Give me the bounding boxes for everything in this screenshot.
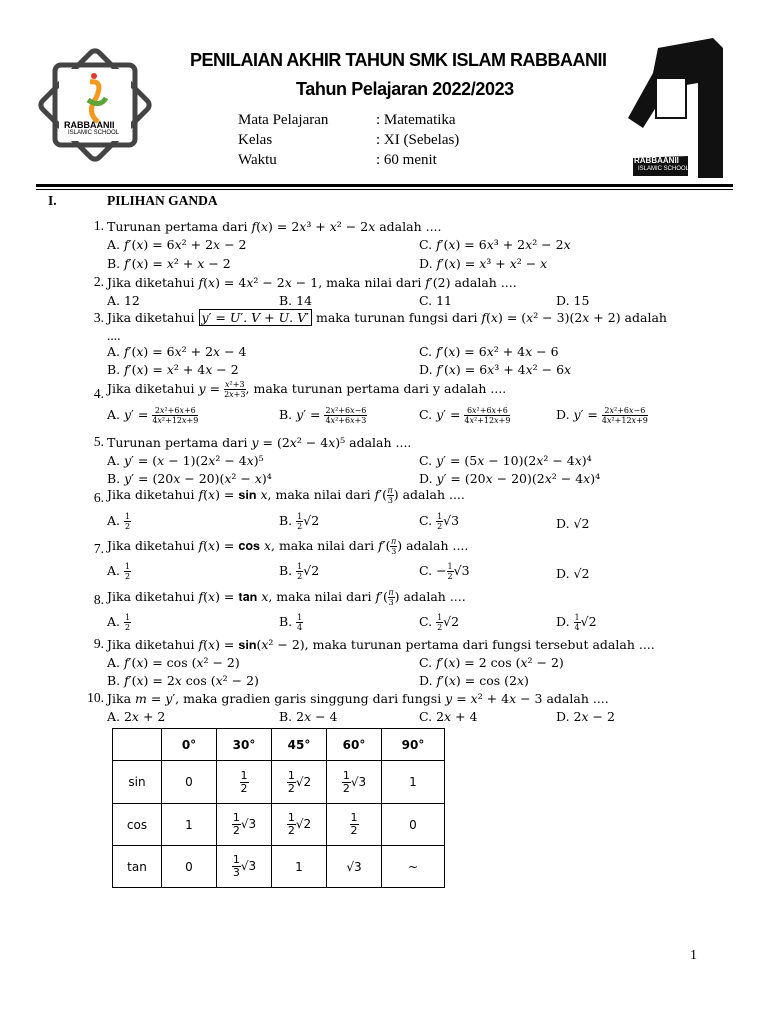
root-value: √2: [295, 817, 312, 831]
fraction-numerator: 𝜋: [388, 588, 394, 597]
logo-left-text: RABBAANII: [64, 120, 115, 130]
table-cell: 1: [162, 804, 217, 846]
fraction-numerator: 1: [574, 613, 580, 622]
option-a: A. 12: [107, 293, 140, 308]
question-text-pre: Jika diketahui 𝑦 =: [107, 381, 221, 396]
fraction-pi-over-3: [387, 486, 394, 505]
fraction-numerator: 𝜋: [391, 537, 397, 546]
table-row: [113, 804, 445, 846]
option-label: D.: [556, 614, 570, 629]
fraction-denominator: 2𝑥+3: [224, 390, 246, 399]
fraction-denominator: 2: [287, 781, 295, 795]
fraction-numerator: 6𝑥²+6𝑥+6: [464, 406, 510, 416]
fraction-denominator: 2: [232, 824, 240, 837]
option-a: [107, 406, 198, 425]
fraction-third: [232, 854, 241, 879]
option-d: D. 2𝑥 − 2: [556, 709, 615, 724]
option-d: D. 𝑓′(𝑥) = cos (2𝑥): [419, 673, 529, 688]
option-a: [107, 613, 131, 632]
fraction-numerator: 1: [125, 562, 131, 571]
info-label-class: Kelas: [238, 132, 273, 148]
table-cell: 1: [272, 846, 327, 888]
question-number: 8.: [93, 592, 104, 607]
option-d: D. √2: [556, 566, 590, 581]
fraction-numerator: 1: [232, 853, 240, 866]
option-d: D. √2: [556, 516, 590, 531]
root-value: √2: [295, 774, 312, 789]
fraction-denominator: 2: [350, 824, 358, 837]
root-value: √3: [350, 774, 367, 789]
question-continuation: ....: [107, 328, 121, 343]
option-a: A. 𝑦′ = (𝑥 − 1)(2𝑥² − 4𝑥)⁵: [107, 453, 264, 468]
option-label: C.: [419, 614, 433, 629]
question-text: Jika 𝑚 = 𝑦′, maka gradien garis singgung dari fungsi 𝑦 = 𝑥² + 4𝑥 − 3 adalah ....: [107, 691, 609, 706]
option-c: [419, 512, 459, 531]
option-a: A. 𝑓′(𝑥) = 6𝑥² + 2𝑥 − 2: [107, 237, 247, 252]
option-label: D. 𝑦′ =: [556, 407, 598, 422]
question-number: 5.: [93, 434, 104, 449]
option-d: D. 𝑓′(𝑥) = 6𝑥³ + 4𝑥² − 6𝑥: [419, 362, 572, 377]
option-c: C. 𝑓′(𝑥) = 2 cos (𝑥² − 2): [419, 655, 564, 670]
root-value: √2: [443, 614, 460, 629]
option-b: B. 14: [279, 293, 313, 308]
fraction-numerator: 1: [125, 512, 131, 521]
fraction: [152, 406, 198, 425]
option-b: B. 𝑓′(𝑥) = 𝑥² + 4𝑥 − 2: [107, 362, 239, 377]
question-text: [107, 380, 506, 399]
option-label: B.: [279, 563, 293, 578]
option-a: A. 𝑓′(𝑥) = cos (𝑥² − 2): [107, 655, 240, 670]
table-cell: √3: [327, 846, 382, 888]
fraction-denominator: 4𝑥²+12𝑥+9: [601, 416, 648, 425]
question-text: Jika diketahui 𝑓(𝑥) = 4𝑥² − 2𝑥 − 1, maka nilai dari 𝑓′(2) adalah ....: [107, 275, 517, 290]
question-text-post: ) adalah ....: [397, 538, 469, 553]
fraction: [464, 406, 510, 425]
option-b: [279, 512, 319, 531]
fraction-quarter: [574, 613, 581, 632]
option-d: [556, 406, 648, 425]
fraction-denominator: 4: [574, 623, 580, 632]
question-number: 10.: [87, 690, 104, 705]
fraction-numerator: 𝑥²+3: [225, 380, 245, 389]
fraction-numerator: 1: [342, 768, 350, 782]
fraction-denominator: 2: [437, 623, 443, 632]
option-b: B. 𝑓′(𝑥) = 2𝑥 cos (𝑥² − 2): [107, 673, 259, 688]
question-text-post: , maka turunan pertama dari y adalah ....: [245, 381, 507, 396]
fraction-denominator: 2: [125, 522, 131, 531]
option-c: [419, 613, 459, 632]
logo-right-subtext: ISLAMIC SCHOOL: [638, 166, 690, 172]
option-d: D. 𝑦′ = (20𝑥 − 20)(2𝑥² − 4𝑥)⁴: [419, 471, 601, 486]
fraction: [224, 380, 246, 399]
option-b: [279, 406, 367, 425]
option-label: A.: [107, 563, 121, 578]
exam-title: PENILAIAN AKHIR TAHUN SMK ISLAM RABBAANII: [190, 50, 607, 70]
option-b: B. 𝑓′(𝑥) = 𝑥² + 𝑥 − 2: [107, 256, 231, 271]
fraction-numerator: 1: [297, 512, 303, 521]
question-text-pre: Jika diketahui 𝑓(𝑥) = 𝐜𝐨𝐬 𝑥, maka nilai dari 𝑓′(: [107, 538, 391, 553]
option-label: B.: [279, 614, 293, 629]
fraction-denominator: 2: [297, 572, 303, 581]
option-c: C. 𝑦′ = (5𝑥 − 10)(2𝑥² − 4𝑥)⁴: [419, 453, 592, 468]
fraction-numerator: 1: [240, 768, 248, 782]
table-header-row: [113, 729, 445, 761]
fraction-denominator: 2: [287, 824, 295, 837]
fraction-half: [124, 613, 131, 632]
root-value: √3: [443, 513, 460, 528]
option-label: C. −: [419, 563, 447, 578]
table-cell: [217, 761, 272, 804]
fraction-denominator: 4𝑥²+6𝑥+3: [325, 416, 367, 425]
school-logo-right: [628, 38, 738, 178]
info-label-subject: Mata Pelajaran: [238, 112, 329, 128]
fraction-denominator: 2: [240, 781, 248, 795]
info-value-class: : XI (Sebelas): [376, 132, 460, 148]
table-cell: 0: [382, 804, 445, 846]
question-text-pre: Jika diketahui: [107, 310, 195, 325]
table-row: [113, 761, 445, 804]
option-a: A. 2𝑥 + 2: [107, 709, 166, 724]
question-text-post: ) adalah ....: [394, 589, 466, 604]
option-c: C. 𝑓′(𝑥) = 6𝑥² + 4𝑥 − 6: [419, 344, 559, 359]
fraction-quarter: [296, 613, 303, 632]
table-row: [113, 846, 445, 888]
fraction-half: [240, 770, 249, 795]
fraction-half: [232, 812, 241, 837]
table-header: 45°: [272, 729, 327, 761]
option-b: B. 2𝑥 − 4: [279, 709, 338, 724]
school-logo-left: [30, 40, 160, 170]
fraction: [602, 406, 648, 425]
fraction-denominator: 2: [437, 522, 443, 531]
fraction-denominator: 4𝑥²+12𝑥+9: [152, 416, 199, 425]
fraction-numerator: 1: [437, 512, 443, 521]
question-number: 4.: [93, 386, 104, 401]
product-rule-box: 𝑦′ = 𝑈′. 𝑉 + 𝑈. 𝑉′: [199, 309, 312, 326]
option-label: B. 𝑦′ =: [279, 407, 321, 422]
table-cell-label: tan: [113, 846, 162, 888]
root-value: √2: [580, 614, 597, 629]
option-a: [107, 562, 131, 581]
fraction-numerator: 1: [447, 562, 453, 571]
fraction-numerator: 2𝑥²+6𝑥+6: [152, 406, 198, 416]
fraction-numerator: 1: [297, 562, 303, 571]
fraction-denominator: 2: [447, 572, 453, 581]
fraction-denominator: 3: [388, 598, 394, 607]
option-b: [279, 613, 303, 632]
fraction-numerator: 2𝑥²+6𝑥−6: [325, 406, 367, 415]
question-text: [107, 486, 465, 505]
fraction-denominator: 2: [297, 522, 303, 531]
root-value: √2: [303, 513, 320, 528]
fraction-numerator: 2𝑥²+6𝑥−6: [602, 406, 648, 416]
fraction: [324, 406, 367, 425]
option-d: [556, 613, 597, 632]
fraction-numerator: 1: [232, 811, 240, 824]
root-value: √3: [453, 563, 470, 578]
fraction-numerator: 1: [297, 613, 303, 622]
logo-left-subtext: ISLAMIC SCHOOL: [68, 130, 120, 136]
question-number: 2.: [93, 274, 104, 289]
fraction-denominator: 3: [232, 866, 240, 879]
fraction-half: [124, 562, 131, 581]
table-cell: [272, 804, 327, 846]
option-a: [107, 512, 131, 531]
question-text: [107, 537, 468, 556]
fraction-half: [287, 770, 296, 795]
fraction-numerator: 1: [350, 811, 358, 824]
fraction-numerator: 𝜋: [387, 486, 393, 495]
option-label: C.: [419, 513, 433, 528]
info-label-time: Waktu: [238, 152, 277, 168]
table-header: 30°: [217, 729, 272, 761]
fraction-denominator: 2: [125, 572, 131, 581]
table-cell: [217, 804, 272, 846]
option-a: A. 𝑓′(𝑥) = 6𝑥² + 2𝑥 − 4: [107, 344, 247, 359]
option-d: D. 15: [556, 293, 590, 308]
option-label: A.: [107, 614, 121, 629]
fraction-denominator: 3: [387, 496, 393, 505]
logo-right-text: RABBAANII: [634, 156, 679, 165]
trig-table: [112, 728, 445, 888]
option-c: C. 2𝑥 + 4: [419, 709, 478, 724]
question-number: 3.: [93, 310, 104, 325]
fraction-half: [287, 812, 296, 837]
root-value: √2: [303, 563, 320, 578]
fraction-numerator: 1: [125, 613, 131, 622]
option-c: C. 𝑓′(𝑥) = 6𝑥³ + 2𝑥² − 2𝑥: [419, 237, 571, 252]
academic-year: Tahun Pelajaran 2022/2023: [296, 79, 514, 99]
table-header: 0°: [162, 729, 217, 761]
fraction-half: [124, 512, 131, 531]
table-cell: 1: [382, 761, 445, 804]
option-b: [279, 562, 319, 581]
table-header: 90°: [382, 729, 445, 761]
header-divider-thin: [36, 189, 733, 190]
question-text: Turunan pertama dari 𝑓(𝑥) = 2𝑥³ + 𝑥² − 2𝑥 adalah ....: [107, 219, 442, 234]
option-label: C. 𝑦′ =: [419, 407, 461, 422]
question-text-pre: Jika diketahui 𝑓(𝑥) = 𝐭𝐚𝐧 𝑥, maka nilai dari 𝑓′(: [107, 589, 388, 604]
fraction-pi-over-3: [388, 588, 395, 607]
option-label: B.: [279, 513, 293, 528]
root-value: √3: [240, 859, 257, 873]
question-number: 9.: [93, 636, 104, 651]
table-cell: ~: [382, 846, 445, 888]
table-cell-label: sin: [113, 761, 162, 804]
option-c: [419, 562, 470, 581]
fraction-denominator: 4𝑥²+12𝑥+9: [464, 416, 511, 425]
question-text-post: maka turunan fungsi dari 𝑓(𝑥) = (𝑥² − 3)(2𝑥 + 2) adalah: [315, 310, 667, 325]
root-value: √3: [240, 817, 257, 831]
option-c: C. 11: [419, 293, 452, 308]
question-text: [107, 310, 667, 325]
section-number: I.: [48, 193, 57, 208]
table-cell: [272, 761, 327, 804]
question-number: 1.: [93, 218, 104, 233]
question-text: Turunan pertama dari 𝑦 = (2𝑥² − 4𝑥)⁵ adalah ....: [107, 435, 412, 450]
fraction-denominator: 4: [297, 623, 303, 632]
question-number: 6.: [93, 490, 104, 505]
fraction-denominator: 3: [391, 547, 397, 556]
info-value-time: : 60 menit: [376, 152, 437, 168]
option-c: [419, 406, 510, 425]
table-cell: 0: [162, 846, 217, 888]
question-number: 7.: [93, 541, 104, 556]
table-header: 60°: [327, 729, 382, 761]
table-header: [113, 729, 162, 761]
option-b: B. 𝑦′ = (20𝑥 − 20)(𝑥² − 𝑥)⁴: [107, 471, 272, 486]
question-text-post: ) adalah ....: [393, 487, 465, 502]
table-cell: 0: [162, 761, 217, 804]
fraction-half: [342, 770, 351, 795]
header-divider-thick: [36, 184, 733, 187]
fraction-half: [350, 812, 359, 837]
table-cell-label: cos: [113, 804, 162, 846]
table-cell: [217, 846, 272, 888]
section-title: PILIHAN GANDA: [107, 193, 218, 208]
fraction-numerator: 1: [287, 811, 295, 824]
fraction-denominator: 2: [125, 623, 131, 632]
fraction-denominator: 2: [342, 781, 350, 795]
fraction-half: [447, 562, 454, 581]
option-d: D. 𝑓′(𝑥) = 𝑥³ + 𝑥² − 𝑥: [419, 256, 548, 271]
fraction-numerator: 1: [437, 613, 443, 622]
question-text-pre: Jika diketahui 𝑓(𝑥) = 𝐬𝐢𝐧 𝑥, maka nilai dari 𝑓′(: [107, 487, 387, 502]
question-text: [107, 588, 466, 607]
table-cell: [327, 804, 382, 846]
question-text: Jika diketahui 𝑓(𝑥) = 𝐬𝐢𝐧(𝑥² − 2), maka turunan pertama dari fungsi tersebut adalah ....: [107, 637, 655, 652]
table-cell: [327, 761, 382, 804]
option-label: A.: [107, 513, 121, 528]
option-label: A. 𝑦′ =: [107, 407, 149, 422]
fraction-numerator: 1: [287, 768, 295, 782]
page-number: 1: [690, 948, 697, 963]
info-value-subject: : Matematika: [376, 112, 456, 128]
